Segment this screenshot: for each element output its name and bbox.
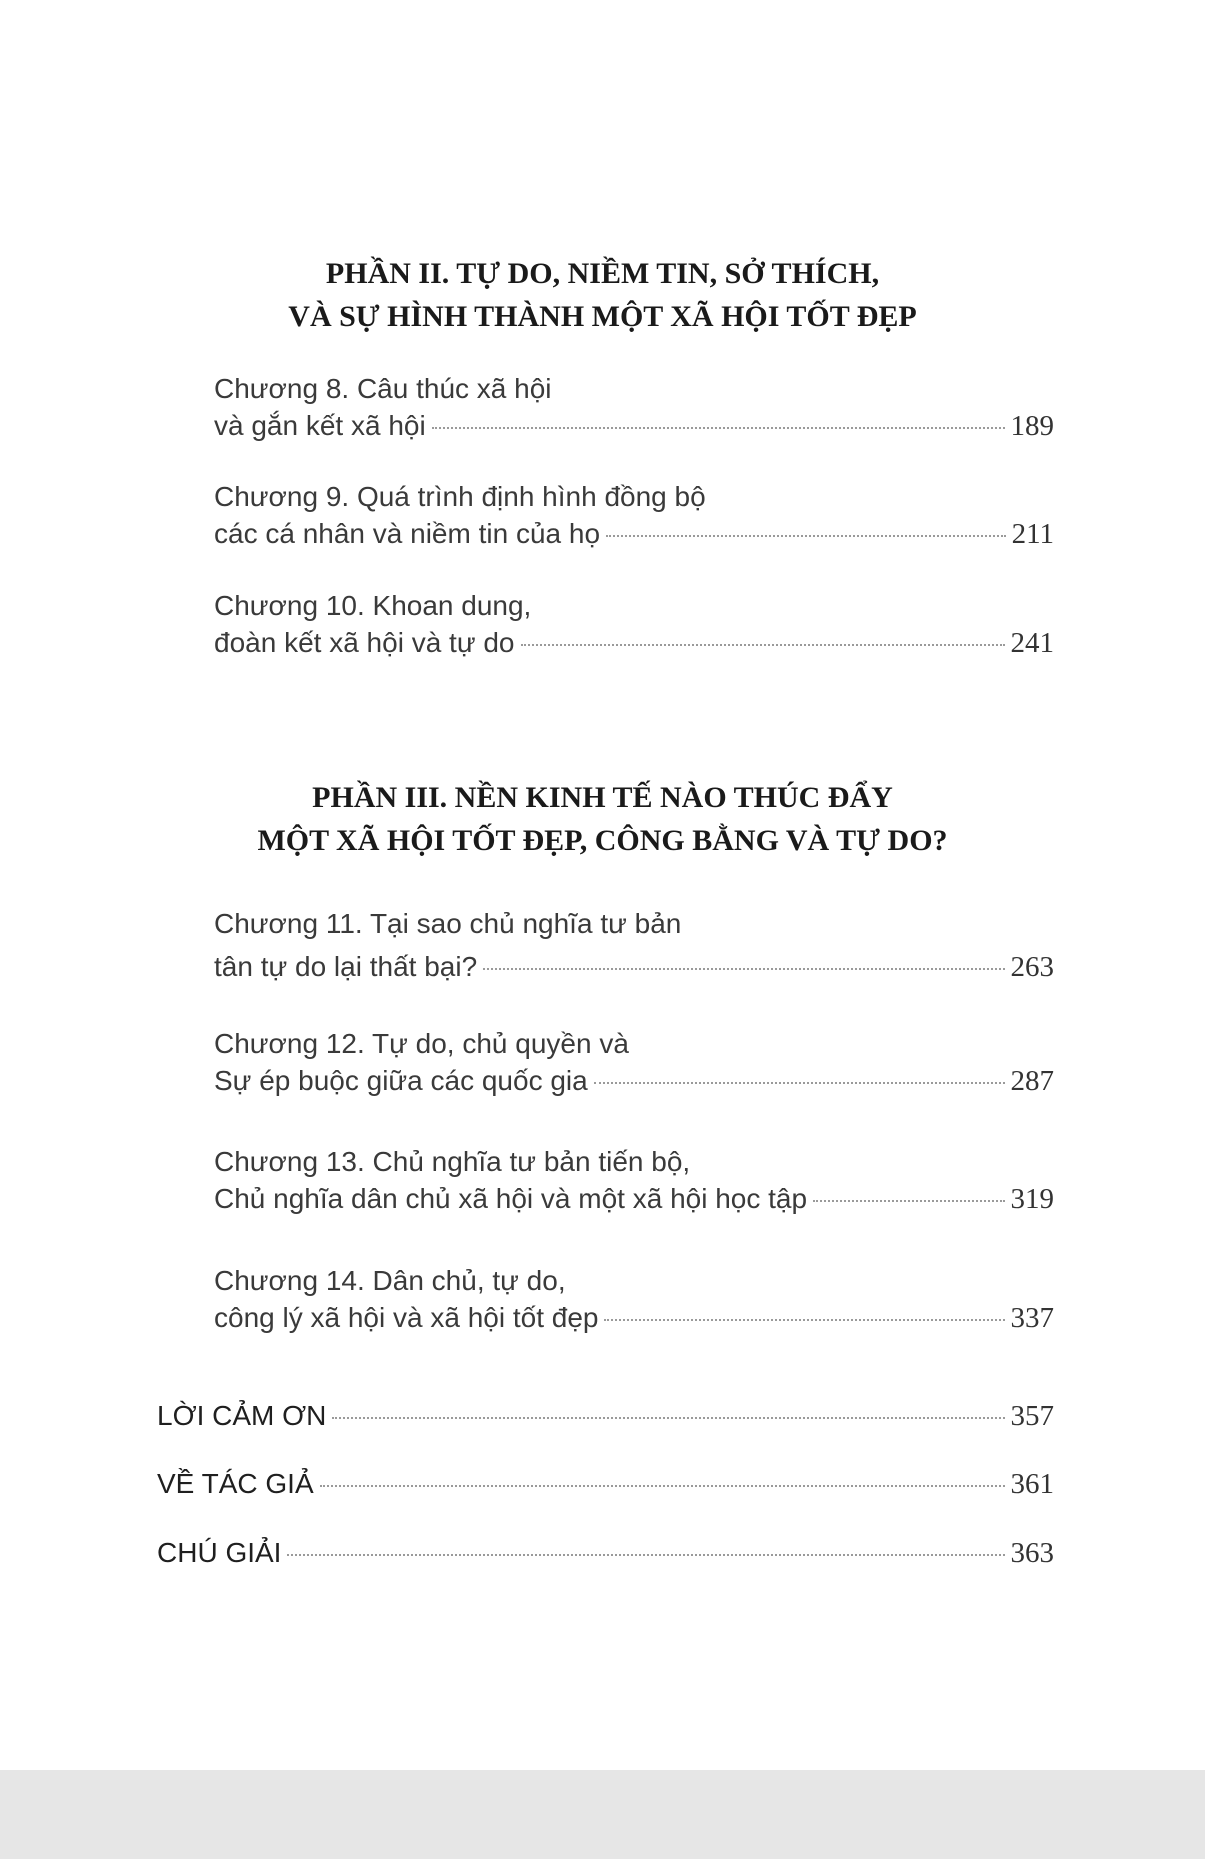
entry-label: LỜI CẢM ƠN [157, 1400, 327, 1431]
toc-entry-chapter-13[interactable] [214, 1143, 1054, 1218]
chapter-subtitle: Chủ nghĩa dân chủ xã hội và một xã hội học tập [214, 1183, 808, 1214]
toc-entry-chapter-9[interactable] [214, 478, 1054, 553]
page-number: 337 [1010, 1302, 1054, 1334]
dot-leader [287, 1554, 1004, 1556]
part-3-heading [0, 776, 1205, 862]
chapter-subtitle: tân tự do lại thất bại? [214, 951, 478, 982]
entry-label: VỀ TÁC GIẢ [157, 1468, 314, 1499]
dot-leader [604, 1319, 1004, 1321]
toc-entry-chapter-10[interactable] [214, 587, 1054, 662]
chapter-title: Chương 12. Tự do, chủ quyền và [214, 1028, 629, 1059]
dot-leader [813, 1200, 1004, 1202]
toc-entry-notes[interactable] [157, 1533, 1054, 1573]
toc-entry-chapter-14[interactable] [214, 1262, 1054, 1337]
part-2-heading-line-2: VÀ SỰ HÌNH THÀNH MỘT XÃ HỘI TỐT ĐẸP [288, 300, 917, 333]
toc-entry-chapter-11[interactable] [214, 905, 1054, 986]
dot-leader [432, 427, 1005, 429]
chapter-title: Chương 9. Quá trình định hình đồng bộ [214, 481, 706, 512]
part-2-heading-line-1: PHẦN II. TỰ DO, NIỀM TIN, SỞ THÍCH, [325, 257, 880, 290]
part-3-heading-line-1: PHẦN III. NỀN KINH TẾ NÀO THÚC ĐẨY [312, 781, 893, 814]
chapter-subtitle: và gắn kết xã hội [214, 410, 426, 441]
chapter-subtitle: đoàn kết xã hội và tự do [214, 627, 515, 658]
chapter-subtitle: công lý xã hội và xã hội tốt đẹp [214, 1302, 599, 1333]
chapter-title: Chương 13. Chủ nghĩa tư bản tiến bộ, [214, 1146, 691, 1177]
dot-leader [521, 644, 1005, 646]
chapter-title: Chương 8. Câu thúc xã hội [214, 373, 552, 404]
dot-leader [320, 1485, 1005, 1487]
page-number: 319 [1010, 1183, 1054, 1215]
page-number: 357 [1010, 1400, 1054, 1432]
chapter-title: Chương 14. Dân chủ, tự do, [214, 1265, 566, 1296]
entry-label: CHÚ GIẢI [157, 1537, 282, 1568]
chapter-subtitle: Sự ép buộc giữa các quốc gia [214, 1065, 588, 1096]
page-number: 263 [1010, 951, 1054, 983]
page-number: 363 [1010, 1537, 1054, 1569]
page-number: 189 [1010, 410, 1054, 442]
chapter-title: Chương 10. Khoan dung, [214, 590, 532, 621]
page-number: 241 [1010, 627, 1054, 659]
page-bottom-band [0, 1770, 1205, 1859]
dot-leader [483, 968, 1004, 970]
chapter-subtitle: các cá nhân và niềm tin của họ [214, 518, 601, 549]
toc-entry-chapter-8[interactable] [214, 370, 1054, 445]
page-number: 361 [1010, 1468, 1054, 1500]
toc-entry-about-author[interactable] [157, 1464, 1054, 1504]
toc-entry-chapter-12[interactable] [214, 1025, 1054, 1100]
part-3-heading-line-2: MỘT XÃ HỘI TỐT ĐẸP, CÔNG BẰNG VÀ TỰ DO? [257, 824, 948, 857]
dot-leader [594, 1082, 1005, 1084]
chapter-title: Chương 11. Tại sao chủ nghĩa tư bản [214, 908, 682, 939]
part-2-heading [0, 252, 1205, 338]
dot-leader [332, 1417, 1004, 1419]
toc-entry-acknowledgements[interactable] [157, 1396, 1054, 1436]
page-number: 211 [1011, 518, 1054, 550]
dot-leader [606, 535, 1006, 537]
page-number: 287 [1010, 1065, 1054, 1097]
